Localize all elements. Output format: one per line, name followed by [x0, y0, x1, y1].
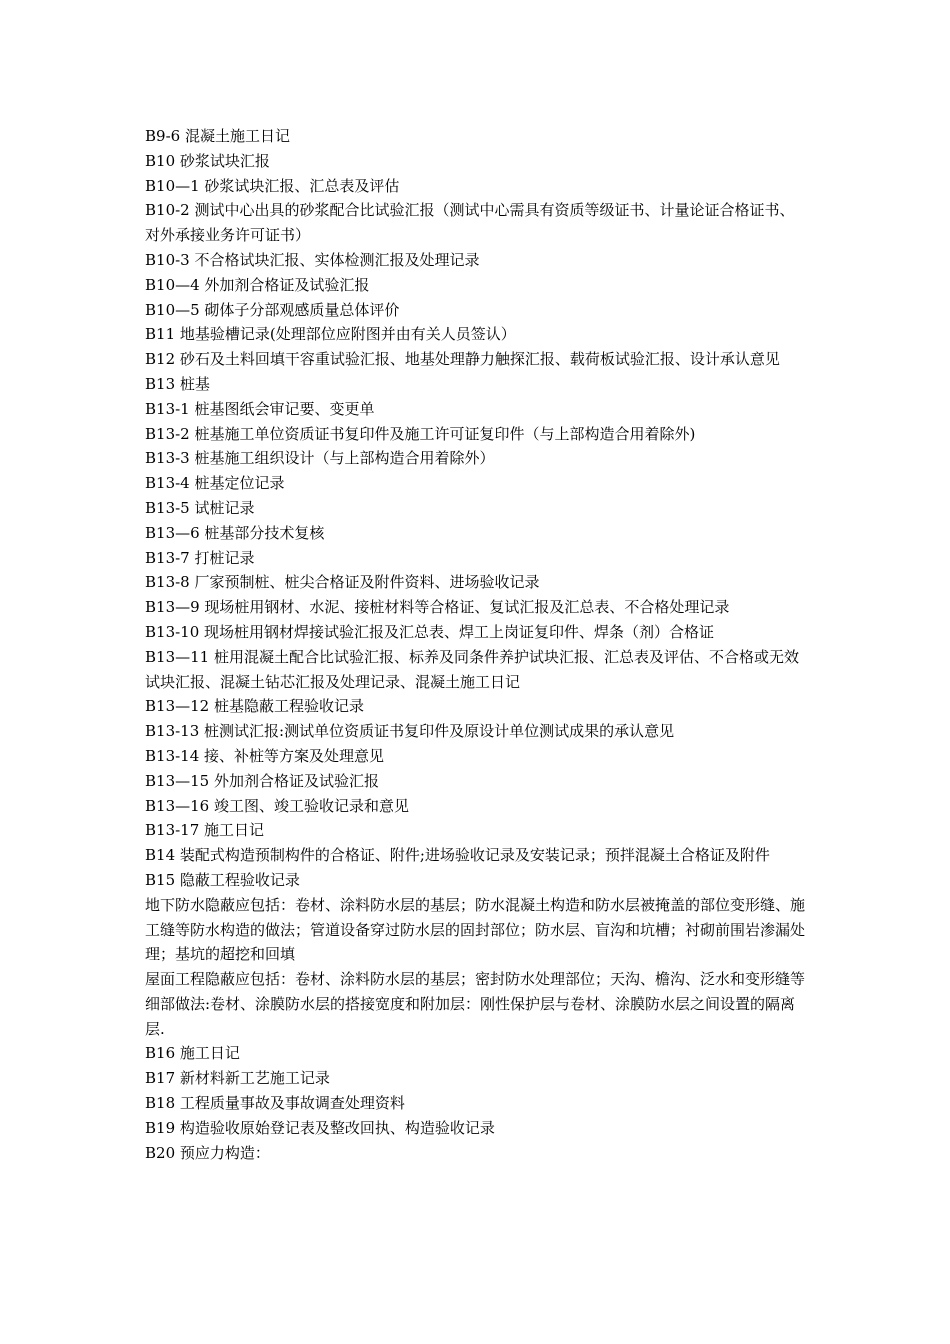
text-line: B13—15 外加剂合格证及试验汇报 [145, 771, 379, 790]
text-line: B19 构造验收原始登记表及整改回执、构造验收记录 [145, 1118, 495, 1137]
text-line: B13 桩基 [145, 374, 210, 393]
text-line: B12 砂石及土料回填干容重试验汇报、地基处理静力触探汇报、载荷板试验汇报、设计承认意见 [145, 350, 780, 369]
text-line: B13-3 桩基施工组织设计（与上部构造合用着除外） [145, 449, 495, 468]
text-line: B13-13 桩测试汇报:测试单位资质证书复印件及原设计单位测试成果的承认意见 [145, 722, 675, 741]
text-line: B13-8 厂家预制桩、桩尖合格证及附件资料、进场验收记录 [145, 573, 540, 592]
text-line: B17 新材料新工艺施工记录 [145, 1069, 330, 1088]
text-line: B13-5 试桩记录 [145, 498, 255, 517]
text-line: B13—16 竣工图、竣工验收记录和意见 [145, 796, 409, 815]
text-line: B13-14 接、补桩等方案及处理意见 [145, 746, 385, 765]
text-line: B10—4 外加剂合格证及试验汇报 [145, 275, 370, 294]
text-line: B13-10 现场桩用钢材焊接试验汇报及汇总表、焊工上岗证复印件、焊条（剂）合格证 [145, 622, 715, 641]
text-line: B10-2 测试中心出具的砂浆配合比试验汇报（测试中心需具有资质等级证书、计量论证合格证书、对外承接业务许可证书） [145, 201, 795, 245]
text-line: B14 装配式构造预制构件的合格证、附件;进场验收记录及安装记录；预拌混凝土合格证及附件 [145, 846, 770, 865]
document-body [145, 124, 807, 1165]
text-line: B13-17 施工日记 [145, 821, 265, 840]
text-line: 屋面工程隐蔽应包括：卷材、涂料防水层的基层；密封防水处理部位；天沟、檐沟、泛水和变形缝等细部做法:卷材、涂膜防水层的搭接宽度和附加层：刚性保护层与卷材、涂膜防水层之间设置的隔离层. [145, 970, 806, 1038]
text-line: B9-6 混凝土施工日记 [145, 127, 290, 145]
text-line: B10—1 砂浆试块汇报、汇总表及评估 [145, 176, 400, 195]
text-line: B13—9 现场桩用钢材、水泥、接桩材料等合格证、复试汇报及汇总表、不合格处理记录 [145, 598, 730, 617]
text-line: B10-3 不合格试块汇报、实体检测汇报及处理记录 [145, 250, 480, 269]
text-line: B15 隐蔽工程验收记录 [145, 870, 300, 889]
text-line: B18 工程质量事故及事故调查处理资料 [145, 1094, 405, 1113]
text-line: B13-1 桩基图纸会审记要、变更单 [145, 399, 375, 418]
text-line: B10—5 砌体子分部观感质量总体评价 [145, 300, 400, 319]
text-line: B13-7 打桩记录 [145, 548, 255, 567]
text-line: B13—6 桩基部分技术复核 [145, 523, 325, 542]
text-line: B13—11 桩用混凝土配合比试验汇报、标养及同条件养护试块汇报、汇总表及评估、不合格或无效试块汇报、混凝土钻芯汇报及处理记录、混凝土施工日记 [145, 647, 799, 691]
text-line: B10 砂浆试块汇报 [145, 151, 270, 170]
text-line: B11 地基验槽记录(处理部位应附图并由有关人员签认） [145, 325, 516, 344]
text-line: 地下防水隐蔽应包括：卷材、涂料防水层的基层；防水混凝土构造和防水层被掩盖的部位变形缝、施工缝等防水构造的做法；管道设备穿过防水层的固封部位；防水层、盲沟和坑槽；衬砌前围岩渗漏处理；基坑的超挖和回填 [145, 895, 806, 964]
text-line: B16 施工日记 [145, 1044, 240, 1063]
text-line: B13-4 桩基定位记录 [145, 474, 285, 493]
text-line: B20 预应力构造： [145, 1143, 270, 1162]
text-line: B13—12 桩基隐蔽工程验收记录 [145, 697, 364, 716]
text-line: B13-2 桩基施工单位资质证书复印件及施工许可证复印件（与上部构造合用着除外) [145, 424, 696, 443]
